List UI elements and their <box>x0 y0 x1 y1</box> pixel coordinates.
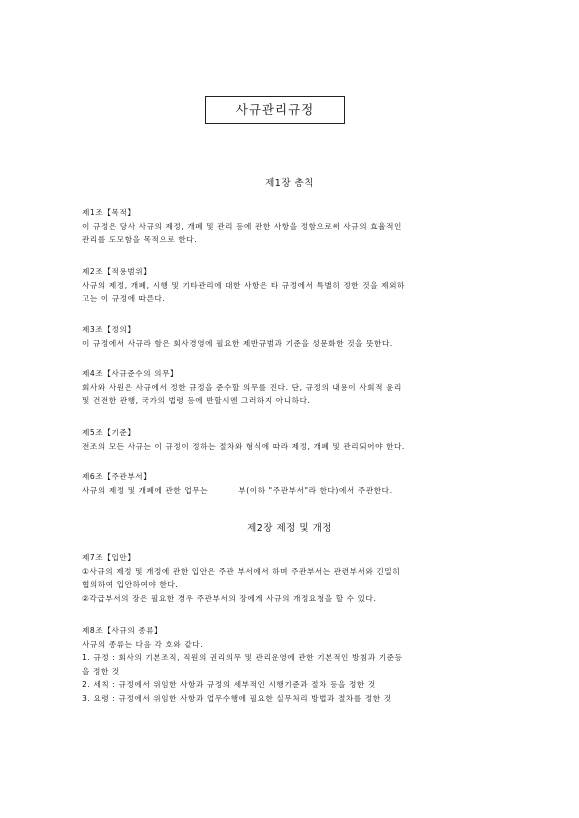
article-text: ①사규의 제정 및 개정에 관한 입안은 주관 부서에서 하며 주관부서는 관련부서와 긴밀히 <box>82 566 401 576</box>
chapter-2-title: 제2장 제정 및 개정 <box>247 523 332 534</box>
article-7 <box>82 551 502 605</box>
article-text: 이 규정에서 사규라 함은 회사경영에 필요한 제반규범과 기준을 성문화한 것을 뜻한다. <box>82 338 393 348</box>
article-8 <box>82 624 502 705</box>
article-heading: 제4조【사규준수의 의무】 <box>82 369 179 378</box>
article-text: 사규의 제정 및 개폐에 관한 업무는 부(이하 "주관부서"라 한다)에서 주관한다. <box>82 485 393 495</box>
article-text: 사규의 제정, 개폐, 시행 및 기타관리에 대한 사항은 타 규정에서 특별히 정한 것을 제외하 <box>82 280 405 290</box>
article-text: 및 건전한 관행, 국가의 법령 등에 반할시엔 그러하지 아니하다. <box>82 396 311 405</box>
article-2 <box>82 265 502 306</box>
article-heading: 제7조【입안】 <box>82 553 136 562</box>
article-text: 2. 세칙 : 규정에서 위임한 사항과 규정의 세부적인 시행기준과 절차 등을 정한 것 <box>82 680 376 689</box>
article-heading: 제2조【적용범위】 <box>82 267 152 276</box>
article-text: 회사와 사원은 사규에서 정한 규정을 준수할 의무를 진다. 단, 규정의 내용이 사회적 윤리 <box>82 382 402 392</box>
article-text: 사규의 종류는 다음 각 호와 같다. <box>82 639 204 649</box>
article-text: 관리를 도모함을 목적으로 한다. <box>82 235 198 244</box>
article-heading: 제1조【목적】 <box>82 208 136 217</box>
article-text: 고는 이 규정에 따른다. <box>82 294 166 303</box>
article-text: 전조의 모든 사규는 이 규정이 정하는 절차와 형식에 따라 제정, 개폐 및 관리되어야 한다. <box>82 441 405 451</box>
article-heading: 제8조【사규의 종류】 <box>82 626 163 635</box>
document-title: 사규관리규정 <box>205 96 345 124</box>
article-6 <box>82 470 502 497</box>
article-5 <box>82 426 502 453</box>
article-heading: 제6조【주관부서】 <box>82 472 152 481</box>
article-text: 3. 요령 : 규정에서 위임한 사항과 업무수행에 필요한 실무처리 방법과 절차를 정한 것 <box>82 693 392 703</box>
article-heading: 제3조【정의】 <box>82 325 136 334</box>
article-3 <box>82 323 502 350</box>
article-text: 협의하여 입안하여야 한다. <box>82 580 179 589</box>
article-text: ②각급부서의 장은 필요한 경우 주관부서의 장에게 사규의 개정요청을 할 수 있다. <box>82 593 377 603</box>
article-text: 이 규정은 당사 사규의 제정, 개폐 및 관리 등에 관한 사항을 정함으로써 사규의 효율적인 <box>82 221 402 231</box>
article-text: 1. 규정 : 회사의 기본조직, 직원의 권리의무 및 관리운영에 관한 기본적인 방침과 기준등 <box>82 653 403 662</box>
article-text: 을 정한 것 <box>82 666 120 676</box>
article-4 <box>82 367 502 408</box>
article-heading: 제5조【기준】 <box>82 428 136 437</box>
article-1 <box>82 206 502 247</box>
chapter-1-title: 제1장 총칙 <box>265 178 314 189</box>
